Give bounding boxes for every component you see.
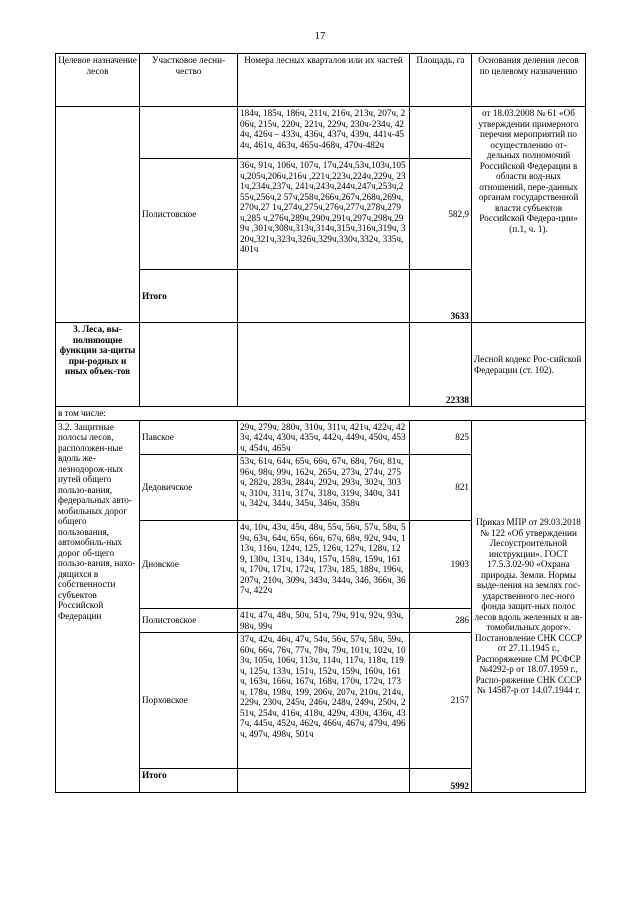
forestry-cell: Полистовское: [140, 609, 238, 633]
total-label: Итого: [140, 769, 238, 793]
including-label: в том числе:: [56, 407, 586, 421]
forestry-cell: Полистовское: [140, 159, 238, 270]
quarters-cell: 36ч, 91ч, 106ч, 107ч, 17ч,24ч,53ч,103ч,105ч,205ч,206ч,216ч ,221ч,223ч,224ч,229ч, 231ч,234ч,237ч, 241ч,243ч,244ч,247ч,253ч,255ч,256ч,2 57ч,258ч,266ч,267ч,268ч,269ч,270ч,27 1ч,274ч,275ч,276ч,277ч,278ч,279ч,285 ч,276ч,289ч,290ч,291ч,297ч,298ч,299ч ,301ч,308ч,313ч,314ч,315ч,316ч,319ч, 320ч,321ч,323ч,326ч,329ч,330ч,332ч, 335ч,401ч: [238, 159, 410, 270]
area-cell: 2157: [410, 633, 472, 769]
page-number: 17: [314, 30, 326, 42]
area-cell: 286: [410, 609, 472, 633]
forestry-cell: Павское: [140, 420, 238, 455]
table-row: [56, 323, 586, 407]
quarters-cell: 53ч, 61ч, 64ч, 65ч, 66ч, 67ч, 68ч, 76ч, 81ч, 96ч, 98ч, 99ч, 162ч, 265ч, 273ч, 274ч, 275ч, 282ч, 283ч, 284ч, 292ч, 293ч, 302ч, 303ч, 310ч, 311ч, 317ч, 318ч, 319ч, 340ч, 341ч, 342ч, 344ч, 345ч, 346ч, 358ч: [238, 455, 410, 521]
total-area: 3633: [410, 270, 472, 323]
area-cell: 821: [410, 455, 472, 521]
header-basis: Основания деления лесов по целевому назначению: [472, 54, 586, 107]
header-quarters: Номера лесных кварталов или их частей: [238, 54, 410, 107]
section-area: 22338: [410, 323, 472, 407]
forestry-cell: Дедовичское: [140, 455, 238, 521]
basis-cell: Приказ МПР от 29.03.2018 № 122 «Об утверждении Лесоустроительной инструкции». ГОСТ 17.5.3.02-90 «Охрана природы. Земли. Нормы выде-ления на землях гос-ударственного лес-ного фонда защит-ных полос лесов вдоль железных и ав-томобильных дорог». Постановление СНК СССР от 27.11.1945 г., Распоряжение СМ РСФСР №4292-р от 18.07.1959 г., Распо-ряжение СНК СССР № 14587-р от 14.07.1944 г.: [472, 420, 586, 793]
section-title: 3. Леса, вы-полняющие функции за-щиты при-родных и иных объек-тов: [56, 323, 140, 407]
quarters-cell: 4ч, 10ч, 43ч, 45ч, 48ч, 55ч, 56ч, 57ч, 58ч, 59ч, 63ч, 64ч, 65ч, 66ч, 67ч, 68ч, 92ч, 94ч, 113ч, 116ч, 124ч, 125, 126ч, 127ч, 128ч, 129, 130ч, 131ч, 134ч, 157ч, 158ч, 159ч, 161ч, 170ч, 171ч, 172ч, 173ч, 185, 188ч, 196ч, 207ч, 210ч, 309ч, 343ч, 344ч, 346, 366ч, 367ч, 422ч: [238, 521, 410, 609]
quarters-cell: 29ч, 279ч, 280ч, 310ч, 311ч, 421ч, 422ч, 423ч, 424ч, 430ч, 435ч, 442ч, 449ч, 450ч, 453ч, 454ч, 465ч: [238, 420, 410, 455]
subsection-title: 3.2. Защитные полосы лесов, расположен-ные вдоль же-лезнодорож-ных путей общего пользо-вания, федеральных авто-мобильных дорог общего пользования, автомобиль-ных дорог об-щего пользо-вания, нахо-дящихся в собственности субъектов Российской Федерации: [56, 420, 140, 793]
basis-cell: от 18.03.2008 № 61 «Об утверждении примерного перечня мероприятий по осуществлению от-дельных полномочий Российской Федерации в области вод-ных отношений, пере-данных органам государственной власти субъектов Российской Федера-ции» (п.1, ч. 1).: [472, 107, 586, 323]
area-cell: 825: [410, 420, 472, 455]
section-basis: Лесной кодекс Рос-сийской Федерации (ст. 102).: [472, 323, 586, 407]
quarters-cell: 41ч, 47ч, 48ч, 50ч, 51ч, 79ч, 91ч, 92ч, 93ч, 98ч, 99ч: [238, 609, 410, 633]
table-row: [56, 407, 586, 421]
quarters-cell: 184ч, 185ч, 186ч, 211ч, 216ч, 213ч, 207ч, 206ч, 215ч, 220ч, 221ч, 229ч, 230ч-234ч, 424ч, 426ч – 433ч, 436ч, 437ч, 439ч, 441ч-454ч, 461ч, 463ч, 465ч-468ч, 470ч-482ч: [238, 107, 410, 159]
quarters-cell: 37ч, 42ч, 46ч, 47ч, 54ч, 56ч, 57ч, 58ч, 59ч, 60ч, 66ч, 76ч, 77ч, 78ч, 79ч, 101ч, 102ч, 103ч, 105ч, 106ч, 113ч, 114ч, 117ч, 118ч, 119ч, 125ч, 133ч, 151ч, 152ч, 159ч, 160ч, 161ч, 163ч, 166ч, 167ч, 168ч, 170ч, 172ч, 173ч, 178ч, 198ч, 199, 206ч, 207ч, 210ч, 214ч, 229ч, 230ч, 245ч, 246ч, 248ч, 249ч, 250ч, 251ч, 254ч, 416ч, 418ч, 429ч, 430ч, 436ч, 437ч, 445ч, 452ч, 462ч, 466ч, 467ч, 479ч, 496ч, 497ч, 498ч, 501ч: [238, 633, 410, 769]
table-row: [56, 107, 586, 159]
forestry-cell: Дновское: [140, 521, 238, 609]
total-label: Итого: [140, 270, 238, 323]
header-purpose: Целевое назначение лесов: [56, 54, 140, 107]
table-header-row: [56, 54, 586, 107]
total-area: 5992: [410, 769, 472, 793]
header-area: Площадь, га: [410, 54, 472, 107]
area-cell: 582,9: [410, 159, 472, 270]
forestry-cell: Порховское: [140, 633, 238, 769]
area-cell: 1903: [410, 521, 472, 609]
forest-purpose-table: [55, 53, 586, 793]
table-row: [56, 420, 586, 455]
header-forestry: Участковое лесни-чество: [140, 54, 238, 107]
